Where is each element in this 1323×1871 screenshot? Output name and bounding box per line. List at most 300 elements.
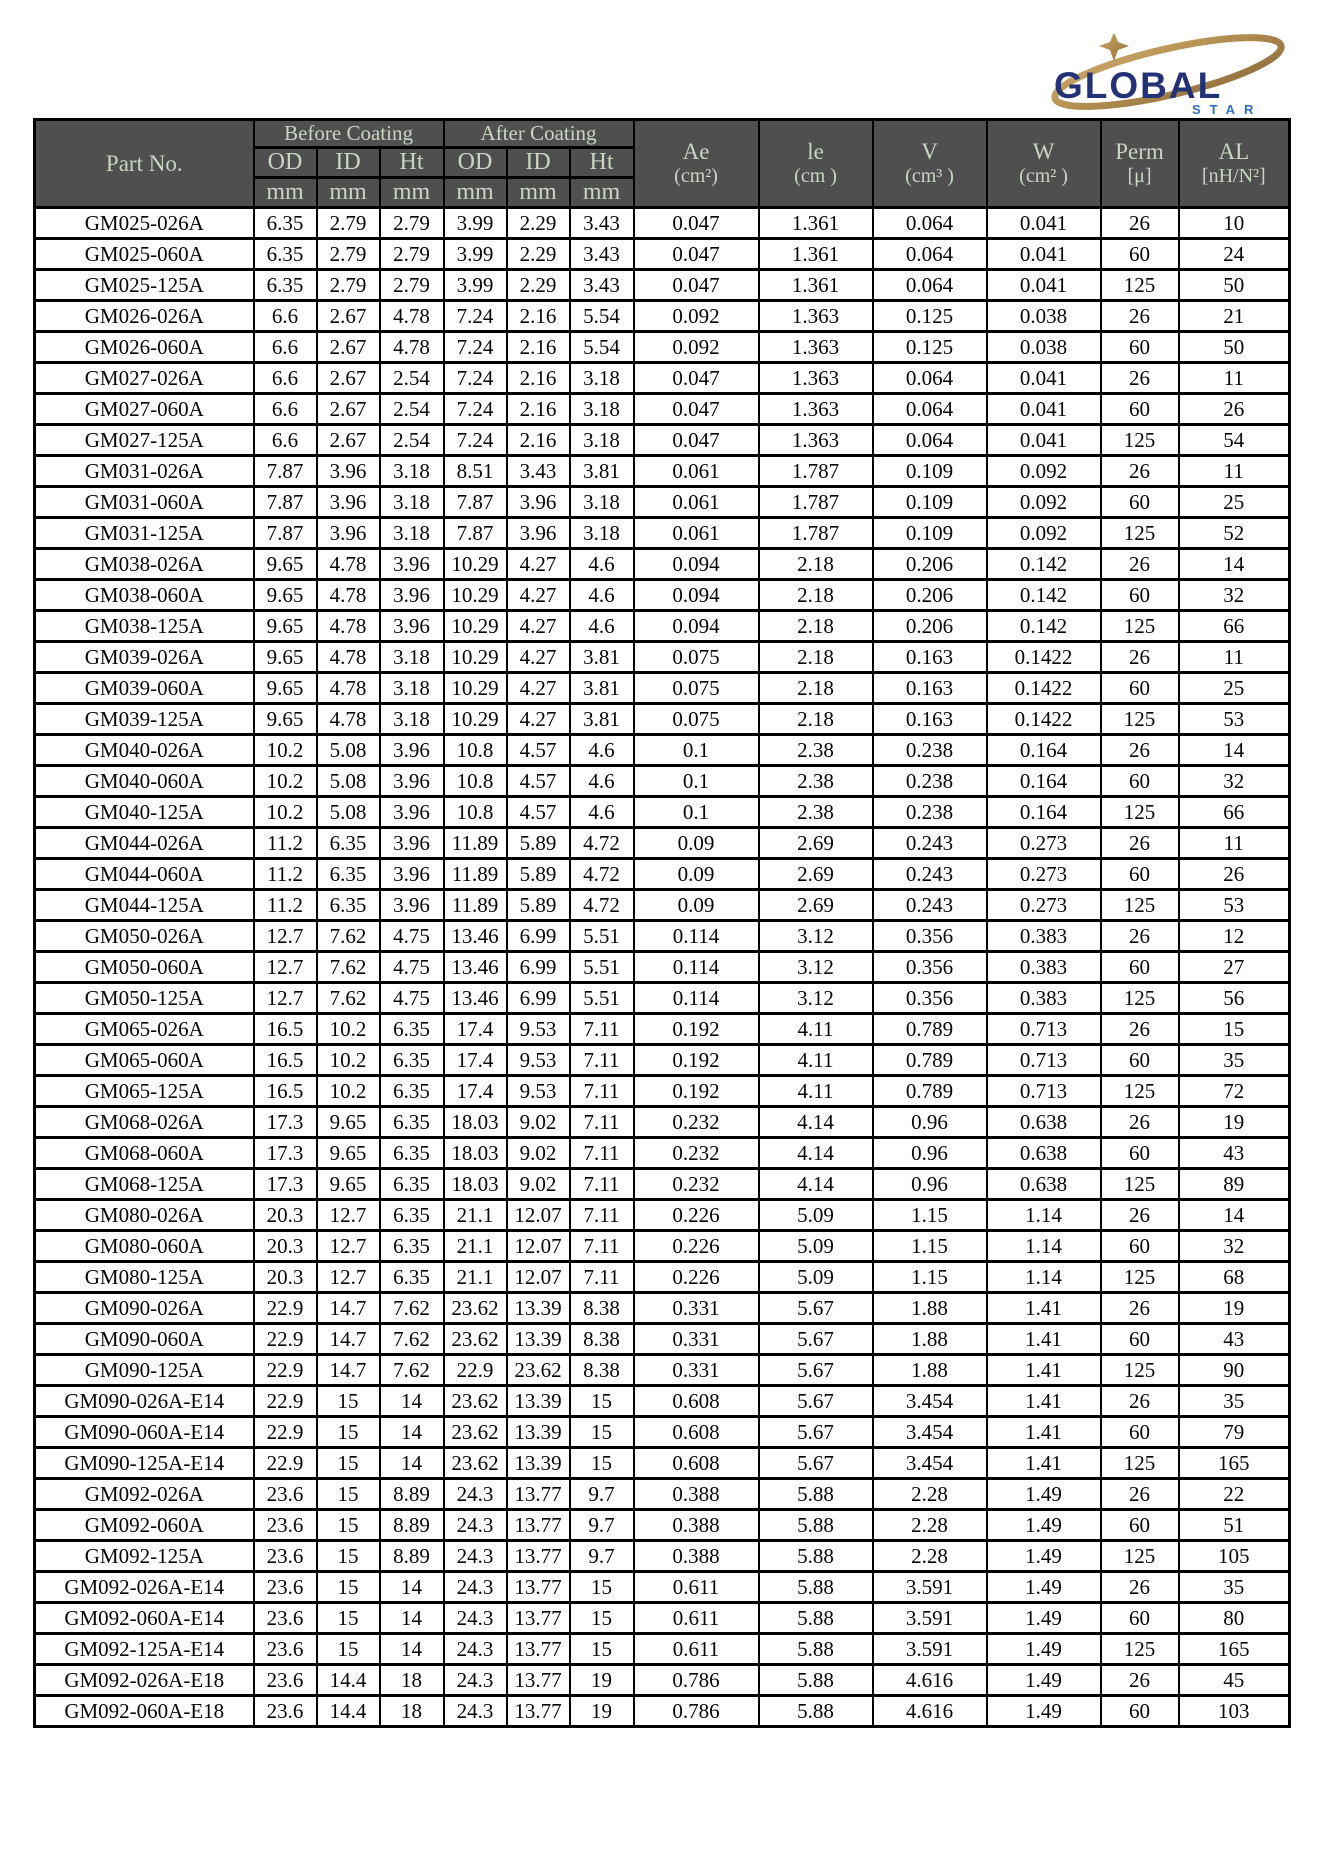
table-row <box>35 270 1290 301</box>
cell-ae: 0.047 <box>634 425 759 456</box>
cell-after-od: 24.3 <box>444 1572 507 1603</box>
table-row <box>35 859 1290 890</box>
cell-ae: 0.094 <box>634 580 759 611</box>
cell-v: 3.591 <box>873 1634 987 1665</box>
cell-after-od: 7.87 <box>444 487 507 518</box>
cell-after-ht: 5.54 <box>570 301 634 332</box>
cell-perm: 60 <box>1101 1510 1179 1541</box>
cell-before-ht: 8.89 <box>380 1510 444 1541</box>
cell-after-id: 4.27 <box>507 611 570 642</box>
cell-le: 4.14 <box>759 1107 873 1138</box>
cell-before-od: 10.2 <box>254 735 317 766</box>
cell-perm: 26 <box>1101 301 1179 332</box>
cell-al: 68 <box>1179 1262 1290 1293</box>
cell-before-id: 5.08 <box>317 766 380 797</box>
cell-before-ht: 4.78 <box>380 301 444 332</box>
cell-after-id: 4.27 <box>507 704 570 735</box>
cell-le: 2.18 <box>759 704 873 735</box>
cell-before-id: 6.35 <box>317 828 380 859</box>
cell-after-id: 13.77 <box>507 1696 570 1727</box>
cell-before-od: 10.2 <box>254 766 317 797</box>
cell-before-id: 2.67 <box>317 301 380 332</box>
cell-ae: 0.1 <box>634 797 759 828</box>
cell-after-od: 3.99 <box>444 239 507 270</box>
cell-before-ht: 6.35 <box>380 1107 444 1138</box>
cell-before-ht: 2.79 <box>380 239 444 270</box>
cell-after-id: 12.07 <box>507 1262 570 1293</box>
cell-ae: 0.114 <box>634 952 759 983</box>
cell-le: 2.18 <box>759 673 873 704</box>
cell-v: 0.238 <box>873 735 987 766</box>
cell-ae: 0.092 <box>634 332 759 363</box>
cell-le: 1.361 <box>759 270 873 301</box>
cell-part-no: GM092-026A <box>35 1479 254 1510</box>
cell-before-od: 23.6 <box>254 1510 317 1541</box>
cell-ae: 0.611 <box>634 1603 759 1634</box>
cell-part-no: GM044-026A <box>35 828 254 859</box>
cell-before-ht: 3.18 <box>380 487 444 518</box>
cell-al: 165 <box>1179 1448 1290 1479</box>
cell-after-id: 13.77 <box>507 1510 570 1541</box>
cell-before-ht: 3.96 <box>380 766 444 797</box>
cell-le: 3.12 <box>759 921 873 952</box>
cell-after-id: 13.39 <box>507 1293 570 1324</box>
cell-after-od: 10.29 <box>444 549 507 580</box>
cell-before-od: 7.87 <box>254 518 317 549</box>
cell-after-id: 2.16 <box>507 394 570 425</box>
cell-after-ht: 3.18 <box>570 518 634 549</box>
cell-al: 25 <box>1179 673 1290 704</box>
table-row <box>35 1696 1290 1727</box>
cell-ae: 0.047 <box>634 394 759 425</box>
cell-part-no: GM026-060A <box>35 332 254 363</box>
table-row <box>35 983 1290 1014</box>
cell-w: 0.142 <box>987 611 1101 642</box>
cell-w: 0.1422 <box>987 642 1101 673</box>
cell-le: 1.363 <box>759 332 873 363</box>
cell-after-od: 24.3 <box>444 1603 507 1634</box>
cell-le: 1.363 <box>759 301 873 332</box>
global-star-logo <box>1042 34 1300 118</box>
cell-before-id: 10.2 <box>317 1076 380 1107</box>
cell-perm: 125 <box>1101 1076 1179 1107</box>
cell-before-ht: 14 <box>380 1386 444 1417</box>
table-row <box>35 1138 1290 1169</box>
cell-perm: 60 <box>1101 1603 1179 1634</box>
cell-perm: 60 <box>1101 487 1179 518</box>
cell-after-ht: 3.43 <box>570 208 634 239</box>
cell-w: 0.041 <box>987 208 1101 239</box>
cell-after-od: 10.29 <box>444 611 507 642</box>
cell-after-id: 6.99 <box>507 921 570 952</box>
cell-part-no: GM040-060A <box>35 766 254 797</box>
cell-after-id: 13.77 <box>507 1541 570 1572</box>
cell-le: 5.67 <box>759 1386 873 1417</box>
cell-after-ht: 15 <box>570 1448 634 1479</box>
cell-after-id: 9.53 <box>507 1076 570 1107</box>
cell-al: 72 <box>1179 1076 1290 1107</box>
cell-before-ht: 6.35 <box>380 1138 444 1169</box>
cell-after-od: 23.62 <box>444 1417 507 1448</box>
cell-v: 0.238 <box>873 797 987 828</box>
cell-before-od: 22.9 <box>254 1386 317 1417</box>
cell-before-id: 14.7 <box>317 1293 380 1324</box>
cell-perm: 26 <box>1101 1572 1179 1603</box>
cell-le: 2.69 <box>759 890 873 921</box>
cell-perm: 125 <box>1101 1355 1179 1386</box>
cell-before-od: 17.3 <box>254 1107 317 1138</box>
table-row <box>35 890 1290 921</box>
cell-after-ht: 15 <box>570 1603 634 1634</box>
cell-part-no: GM038-026A <box>35 549 254 580</box>
cell-after-od: 23.62 <box>444 1386 507 1417</box>
col-header-before-od: OD <box>254 148 317 178</box>
cell-after-ht: 3.18 <box>570 425 634 456</box>
cell-part-no: GM090-125A <box>35 1355 254 1386</box>
cell-perm: 26 <box>1101 921 1179 952</box>
cell-part-no: GM050-060A <box>35 952 254 983</box>
cell-al: 50 <box>1179 332 1290 363</box>
cell-w: 1.41 <box>987 1355 1101 1386</box>
cell-ae: 0.331 <box>634 1324 759 1355</box>
cell-le: 5.88 <box>759 1603 873 1634</box>
cell-le: 1.787 <box>759 456 873 487</box>
cell-le: 5.67 <box>759 1448 873 1479</box>
cell-before-ht: 2.54 <box>380 363 444 394</box>
cell-perm: 26 <box>1101 828 1179 859</box>
cell-w: 0.038 <box>987 301 1101 332</box>
col-header-after-id: ID <box>507 148 570 178</box>
cell-w: 0.713 <box>987 1076 1101 1107</box>
cell-after-ht: 19 <box>570 1665 634 1696</box>
cell-before-id: 2.79 <box>317 270 380 301</box>
cell-al: 12 <box>1179 921 1290 952</box>
cell-after-od: 7.87 <box>444 518 507 549</box>
cell-w: 0.713 <box>987 1014 1101 1045</box>
cell-after-od: 11.89 <box>444 859 507 890</box>
cell-before-od: 23.6 <box>254 1665 317 1696</box>
cell-before-id: 15 <box>317 1386 380 1417</box>
cell-w: 1.41 <box>987 1448 1101 1479</box>
cell-perm: 60 <box>1101 859 1179 890</box>
cell-v: 3.591 <box>873 1603 987 1634</box>
cell-part-no: GM044-125A <box>35 890 254 921</box>
cell-after-id: 9.53 <box>507 1014 570 1045</box>
cell-before-ht: 3.96 <box>380 611 444 642</box>
cell-before-od: 23.6 <box>254 1696 317 1727</box>
cell-w: 0.142 <box>987 549 1101 580</box>
table-row <box>35 363 1290 394</box>
cell-before-id: 4.78 <box>317 673 380 704</box>
cell-perm: 26 <box>1101 1200 1179 1231</box>
cell-before-ht: 4.75 <box>380 952 444 983</box>
cell-after-id: 9.02 <box>507 1107 570 1138</box>
cell-v: 0.356 <box>873 921 987 952</box>
cell-le: 1.361 <box>759 208 873 239</box>
cell-after-ht: 7.11 <box>570 1014 634 1045</box>
cell-le: 4.11 <box>759 1076 873 1107</box>
cell-ae: 0.786 <box>634 1696 759 1727</box>
cell-ae: 0.226 <box>634 1200 759 1231</box>
cell-ae: 0.114 <box>634 921 759 952</box>
cell-v: 1.88 <box>873 1355 987 1386</box>
cell-le: 2.38 <box>759 735 873 766</box>
cell-perm: 125 <box>1101 983 1179 1014</box>
cell-part-no: GM080-026A <box>35 1200 254 1231</box>
cell-before-id: 15 <box>317 1541 380 1572</box>
cell-after-id: 12.07 <box>507 1231 570 1262</box>
cell-al: 32 <box>1179 580 1290 611</box>
cell-le: 2.38 <box>759 766 873 797</box>
cell-w: 0.041 <box>987 394 1101 425</box>
cell-w: 0.273 <box>987 828 1101 859</box>
cell-part-no: GM092-125A-E14 <box>35 1634 254 1665</box>
cell-perm: 26 <box>1101 1386 1179 1417</box>
cell-after-od: 7.24 <box>444 301 507 332</box>
cell-before-ht: 3.18 <box>380 642 444 673</box>
col-header-after-ht: Ht <box>570 148 634 178</box>
cell-part-no: GM080-125A <box>35 1262 254 1293</box>
table-row <box>35 735 1290 766</box>
cell-after-ht: 3.81 <box>570 704 634 735</box>
cell-after-id: 4.27 <box>507 549 570 580</box>
cell-part-no: GM031-026A <box>35 456 254 487</box>
cell-after-od: 10.8 <box>444 797 507 828</box>
cell-al: 11 <box>1179 363 1290 394</box>
cell-al: 19 <box>1179 1107 1290 1138</box>
cell-al: 103 <box>1179 1696 1290 1727</box>
cell-ae: 0.075 <box>634 642 759 673</box>
cell-ae: 0.09 <box>634 890 759 921</box>
col-header-le: le (cm ) <box>759 120 873 208</box>
cell-after-id: 4.57 <box>507 797 570 828</box>
cell-perm: 60 <box>1101 1231 1179 1262</box>
cell-after-ht: 15 <box>570 1417 634 1448</box>
cell-le: 2.18 <box>759 549 873 580</box>
table-row <box>35 1510 1290 1541</box>
cell-al: 90 <box>1179 1355 1290 1386</box>
table-row <box>35 797 1290 828</box>
cell-le: 4.14 <box>759 1138 873 1169</box>
col-header-v: V (cm³ ) <box>873 120 987 208</box>
cell-ae: 0.611 <box>634 1634 759 1665</box>
cell-le: 5.88 <box>759 1572 873 1603</box>
cell-al: 35 <box>1179 1386 1290 1417</box>
cell-v: 0.109 <box>873 518 987 549</box>
cell-before-id: 10.2 <box>317 1014 380 1045</box>
cell-after-id: 2.16 <box>507 425 570 456</box>
cell-before-od: 23.6 <box>254 1572 317 1603</box>
cell-w: 1.49 <box>987 1603 1101 1634</box>
cell-before-od: 9.65 <box>254 704 317 735</box>
cell-ae: 0.611 <box>634 1572 759 1603</box>
cell-after-od: 10.29 <box>444 580 507 611</box>
cell-part-no: GM092-060A <box>35 1510 254 1541</box>
cell-ae: 0.092 <box>634 301 759 332</box>
cell-after-od: 21.1 <box>444 1200 507 1231</box>
cell-v: 0.064 <box>873 394 987 425</box>
cell-after-ht: 7.11 <box>570 1262 634 1293</box>
cell-before-od: 11.2 <box>254 890 317 921</box>
cell-al: 45 <box>1179 1665 1290 1696</box>
cell-v: 0.96 <box>873 1169 987 1200</box>
cell-v: 0.789 <box>873 1076 987 1107</box>
cell-w: 1.49 <box>987 1479 1101 1510</box>
cell-perm: 125 <box>1101 270 1179 301</box>
cell-w: 1.49 <box>987 1541 1101 1572</box>
cell-perm: 125 <box>1101 518 1179 549</box>
cell-le: 5.88 <box>759 1479 873 1510</box>
cell-w: 1.41 <box>987 1324 1101 1355</box>
table-row <box>35 673 1290 704</box>
cell-before-id: 7.62 <box>317 983 380 1014</box>
cell-v: 3.454 <box>873 1448 987 1479</box>
col-header-part-no: Part No. <box>35 120 254 208</box>
cell-part-no: GM040-125A <box>35 797 254 828</box>
cell-before-ht: 4.75 <box>380 921 444 952</box>
cell-v: 0.064 <box>873 270 987 301</box>
cell-al: 51 <box>1179 1510 1290 1541</box>
cell-before-ht: 3.96 <box>380 890 444 921</box>
cell-part-no: GM065-125A <box>35 1076 254 1107</box>
cell-after-od: 3.99 <box>444 270 507 301</box>
cell-before-ht: 14 <box>380 1603 444 1634</box>
cell-al: 89 <box>1179 1169 1290 1200</box>
cell-after-od: 10.8 <box>444 766 507 797</box>
cell-before-id: 9.65 <box>317 1107 380 1138</box>
cell-before-ht: 6.35 <box>380 1262 444 1293</box>
cell-after-ht: 4.6 <box>570 735 634 766</box>
cell-part-no: GM027-060A <box>35 394 254 425</box>
cell-after-od: 11.89 <box>444 890 507 921</box>
col-header-al: AL [nH/N²] <box>1179 120 1290 208</box>
cell-le: 3.12 <box>759 952 873 983</box>
table-row <box>35 1014 1290 1045</box>
table-row <box>35 1200 1290 1231</box>
cell-after-od: 18.03 <box>444 1107 507 1138</box>
cell-ae: 0.047 <box>634 239 759 270</box>
cell-after-id: 9.02 <box>507 1169 570 1200</box>
cell-before-id: 14.7 <box>317 1355 380 1386</box>
cell-al: 26 <box>1179 859 1290 890</box>
cell-after-od: 21.1 <box>444 1262 507 1293</box>
cell-part-no: GM025-026A <box>35 208 254 239</box>
cell-le: 5.09 <box>759 1200 873 1231</box>
cell-before-od: 12.7 <box>254 921 317 952</box>
cell-v: 0.163 <box>873 704 987 735</box>
cell-le: 5.88 <box>759 1634 873 1665</box>
cell-ae: 0.608 <box>634 1386 759 1417</box>
cell-v: 0.206 <box>873 549 987 580</box>
cell-before-id: 2.67 <box>317 332 380 363</box>
cell-before-ht: 6.35 <box>380 1169 444 1200</box>
cell-before-id: 14.7 <box>317 1324 380 1355</box>
cell-after-od: 24.3 <box>444 1665 507 1696</box>
cell-w: 0.383 <box>987 921 1101 952</box>
cell-before-id: 4.78 <box>317 704 380 735</box>
cell-after-id: 2.16 <box>507 363 570 394</box>
cell-before-ht: 14 <box>380 1634 444 1665</box>
cell-ae: 0.094 <box>634 549 759 580</box>
cell-after-od: 7.24 <box>444 363 507 394</box>
cell-after-id: 2.29 <box>507 208 570 239</box>
cell-before-id: 2.67 <box>317 425 380 456</box>
cell-w: 0.041 <box>987 239 1101 270</box>
cell-after-id: 5.89 <box>507 859 570 890</box>
cell-w: 0.041 <box>987 363 1101 394</box>
cell-after-od: 7.24 <box>444 425 507 456</box>
col-header-after-coating: After Coating <box>444 120 634 148</box>
cell-after-id: 9.53 <box>507 1045 570 1076</box>
cell-part-no: GM038-125A <box>35 611 254 642</box>
cell-ae: 0.192 <box>634 1014 759 1045</box>
spec-table-body <box>35 208 1290 1727</box>
cell-before-od: 9.65 <box>254 673 317 704</box>
cell-before-ht: 6.35 <box>380 1076 444 1107</box>
cell-v: 1.15 <box>873 1262 987 1293</box>
cell-part-no: GM068-060A <box>35 1138 254 1169</box>
cell-w: 0.638 <box>987 1169 1101 1200</box>
cell-le: 1.363 <box>759 363 873 394</box>
cell-perm: 125 <box>1101 1448 1179 1479</box>
cell-al: 11 <box>1179 642 1290 673</box>
cell-after-ht: 5.54 <box>570 332 634 363</box>
cell-al: 32 <box>1179 766 1290 797</box>
cell-after-ht: 8.38 <box>570 1355 634 1386</box>
cell-before-ht: 8.89 <box>380 1479 444 1510</box>
cell-part-no: GM092-060A-E14 <box>35 1603 254 1634</box>
cell-le: 5.88 <box>759 1541 873 1572</box>
cell-ae: 0.232 <box>634 1107 759 1138</box>
cell-ae: 0.192 <box>634 1076 759 1107</box>
table-row <box>35 1107 1290 1138</box>
cell-w: 0.273 <box>987 859 1101 890</box>
cell-le: 2.38 <box>759 797 873 828</box>
cell-al: 19 <box>1179 1293 1290 1324</box>
cell-part-no: GM090-060A-E14 <box>35 1417 254 1448</box>
cell-before-id: 2.79 <box>317 239 380 270</box>
cell-after-od: 17.4 <box>444 1076 507 1107</box>
cell-v: 0.243 <box>873 828 987 859</box>
cell-perm: 60 <box>1101 239 1179 270</box>
table-row <box>35 239 1290 270</box>
table-row <box>35 456 1290 487</box>
unit-before-ht: mm <box>380 178 444 208</box>
cell-before-ht: 3.96 <box>380 828 444 859</box>
cell-le: 2.69 <box>759 828 873 859</box>
cell-after-id: 13.77 <box>507 1572 570 1603</box>
cell-before-id: 15 <box>317 1479 380 1510</box>
cell-al: 14 <box>1179 735 1290 766</box>
cell-after-ht: 7.11 <box>570 1076 634 1107</box>
cell-ae: 0.075 <box>634 673 759 704</box>
cell-before-ht: 6.35 <box>380 1231 444 1262</box>
cell-v: 0.125 <box>873 332 987 363</box>
cell-w: 0.038 <box>987 332 1101 363</box>
cell-after-ht: 5.51 <box>570 921 634 952</box>
cell-before-id: 5.08 <box>317 735 380 766</box>
cell-perm: 125 <box>1101 704 1179 735</box>
cell-part-no: GM025-125A <box>35 270 254 301</box>
cell-perm: 60 <box>1101 952 1179 983</box>
cell-part-no: GM039-026A <box>35 642 254 673</box>
cell-le: 5.67 <box>759 1324 873 1355</box>
cell-before-id: 3.96 <box>317 487 380 518</box>
cell-after-od: 17.4 <box>444 1014 507 1045</box>
cell-after-ht: 9.7 <box>570 1479 634 1510</box>
cell-le: 2.18 <box>759 642 873 673</box>
cell-after-id: 13.77 <box>507 1665 570 1696</box>
